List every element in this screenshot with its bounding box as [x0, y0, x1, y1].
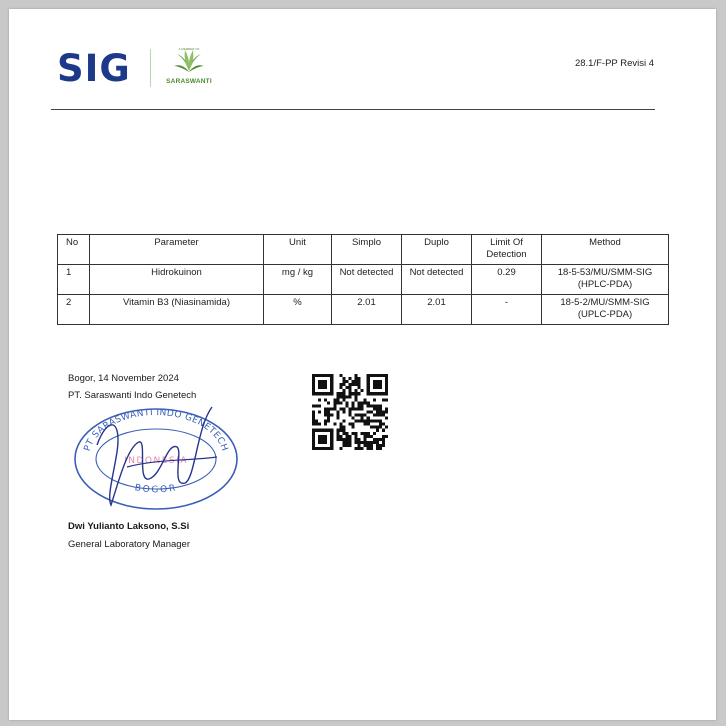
cell-lod: -	[472, 295, 542, 325]
company-stamp	[67, 387, 245, 517]
signer-name: Dwi Yulianto Laksono, S.Si	[68, 521, 190, 532]
cell-unit: mg / kg	[264, 265, 332, 295]
cell-duplo: Not detected	[402, 265, 472, 295]
document-page	[9, 9, 716, 720]
cell-parameter: Hidrokuinon	[90, 265, 264, 295]
sig-logo: SIG	[57, 47, 131, 90]
signature-company: PT. Saraswanti Indo Genetech	[68, 390, 197, 401]
saraswanti-tagline: A MEMBER OF	[178, 47, 200, 51]
stamp-middle-text: INDONESIA	[124, 456, 188, 466]
header-simplo: Simplo	[332, 235, 402, 265]
cell-simplo: 2.01	[332, 295, 402, 325]
cell-method: 18-5-53/MU/SMM-SIG (HPLC-PDA)	[542, 265, 669, 295]
qr-code-icon	[312, 374, 388, 450]
results-table	[57, 234, 669, 325]
header-divider	[51, 109, 655, 110]
stamp-bottom-text: BOGOR	[133, 483, 179, 496]
cell-simplo: Not detected	[332, 265, 402, 295]
header-parameter: Parameter	[90, 235, 264, 265]
header-duplo: Duplo	[402, 235, 472, 265]
table-header-row	[58, 235, 669, 265]
stamp-top-text: PT SARASWANTI INDO GENETECH	[82, 407, 230, 453]
cell-lod: 0.29	[472, 265, 542, 295]
cell-unit: %	[264, 295, 332, 325]
cell-duplo: 2.01	[402, 295, 472, 325]
saraswanti-leaf-icon	[173, 46, 205, 76]
table-row	[58, 295, 669, 325]
header-limit-of-detection: Limit Of Detection	[472, 235, 542, 265]
cell-parameter: Vitamin B3 (Niasinamida)	[90, 295, 264, 325]
saraswanti-logo	[159, 46, 219, 92]
header-no: No	[58, 235, 90, 265]
cell-no: 1	[58, 265, 90, 295]
signature-date: Bogor, 14 November 2024	[68, 373, 179, 384]
table-row	[58, 265, 669, 295]
cell-method: 18-5-2/MU/SMM-SIG (UPLC-PDA)	[542, 295, 669, 325]
cell-no: 2	[58, 295, 90, 325]
signer-title: General Laboratory Manager	[68, 539, 190, 550]
document-code: 28.1/F-PP Revisi 4	[574, 58, 654, 69]
header-method: Method	[542, 235, 669, 265]
saraswanti-wordmark: SARASWANTI	[166, 78, 212, 85]
logo-divider	[150, 49, 151, 87]
header-unit: Unit	[264, 235, 332, 265]
